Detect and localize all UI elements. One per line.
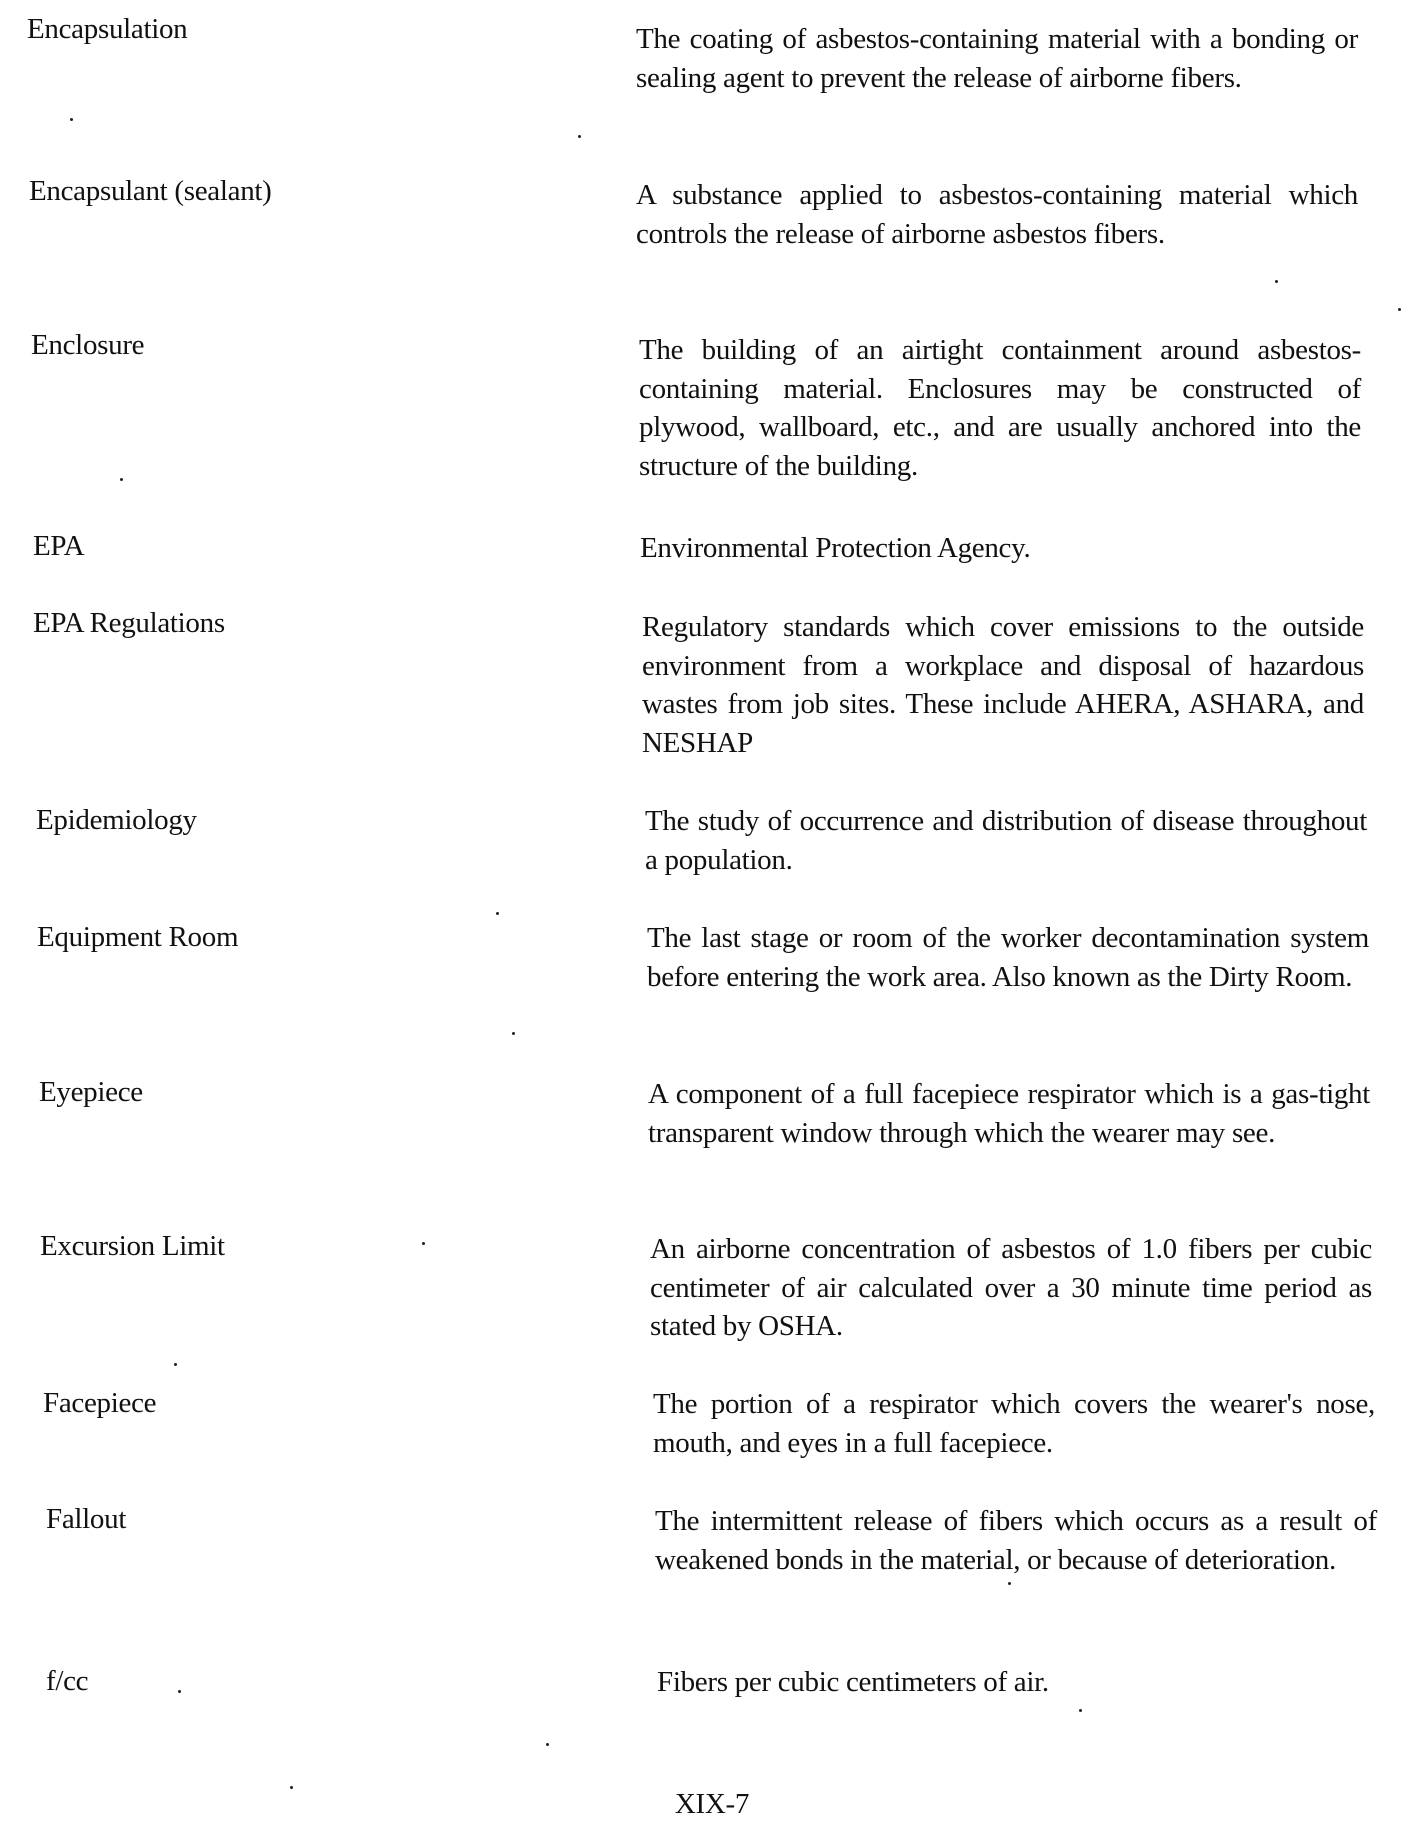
glossary-definition: The portion of a respirator which covers the wearer's nose, mouth, and eyes in a full facepiece.: [653, 1388, 1375, 1459]
page-number: XIX-7: [674, 1788, 750, 1820]
glossary-definition: An airborne concentration of asbestos of 1.0 fibers per cubic centimeter of air calculated over a 30 minute time period as stated by OSHA.: [650, 1233, 1372, 1342]
scan-speck: [496, 912, 499, 915]
scan-speck: [546, 1743, 549, 1746]
glossary-definition: A substance applied to asbestos-containing material which controls the release of airborne asbestos fibers.: [636, 179, 1358, 250]
glossary-term: Equipment Room: [37, 921, 239, 953]
glossary-term: EPA Regulations: [33, 607, 225, 639]
scan-speck: [70, 118, 73, 121]
scan-speck: [1398, 308, 1401, 311]
scan-speck: [1275, 280, 1278, 283]
scan-speck: [1008, 1582, 1011, 1585]
glossary-term: Encapsulant (sealant): [29, 175, 272, 207]
glossary-definition: The building of an airtight containment around asbestos-containing material. Enclosures may be constructed of plywood, wallboard, etc., and are usually anchored into the structure of the building.: [639, 334, 1361, 482]
glossary-definition: The intermittent release of fibers which occurs as a result of weakened bonds in the material, or because of deterioration.: [655, 1505, 1377, 1576]
glossary-definition: The study of occurrence and distribution of disease throughout a population.: [645, 805, 1367, 876]
glossary-term: Epidemiology: [36, 804, 197, 836]
glossary-definition: Environmental Protection Agency.: [640, 532, 1031, 564]
glossary-definition: Regulatory standards which cover emissions to the outside environment from a workplace and disposal of hazardous wastes from job sites. These include AHERA, ASHARA, and NESHAP: [642, 611, 1364, 759]
glossary-definition: The coating of asbestos-containing material with a bonding or sealing agent to prevent the release of airborne fibers.: [636, 23, 1358, 94]
glossary-term: Eyepiece: [39, 1076, 143, 1108]
scan-speck: [578, 135, 581, 138]
glossary-term: EPA: [33, 530, 85, 562]
glossary-definition: The last stage or room of the worker decontamination system before entering the work area. Also known as the Dirty Room.: [647, 922, 1369, 993]
scan-speck: [178, 1690, 181, 1693]
glossary-term: Excursion Limit: [40, 1230, 225, 1262]
glossary-definition: Fibers per cubic centimeters of air.: [657, 1666, 1049, 1698]
glossary-definition: A component of a full facepiece respirator which is a gas-tight transparent window through which the wearer may see.: [648, 1078, 1370, 1149]
scan-speck: [290, 1786, 293, 1789]
scan-speck: [512, 1032, 515, 1035]
scan-speck: [422, 1242, 425, 1245]
glossary-term: Encapsulation: [27, 13, 188, 45]
glossary-term: Fallout: [46, 1503, 127, 1535]
glossary-term: Facepiece: [43, 1387, 157, 1419]
glossary-term: f/cc: [46, 1665, 89, 1697]
glossary-term: Enclosure: [31, 329, 145, 361]
scan-speck: [174, 1363, 177, 1366]
scan-speck: [1079, 1709, 1082, 1712]
scan-speck: [120, 478, 123, 481]
